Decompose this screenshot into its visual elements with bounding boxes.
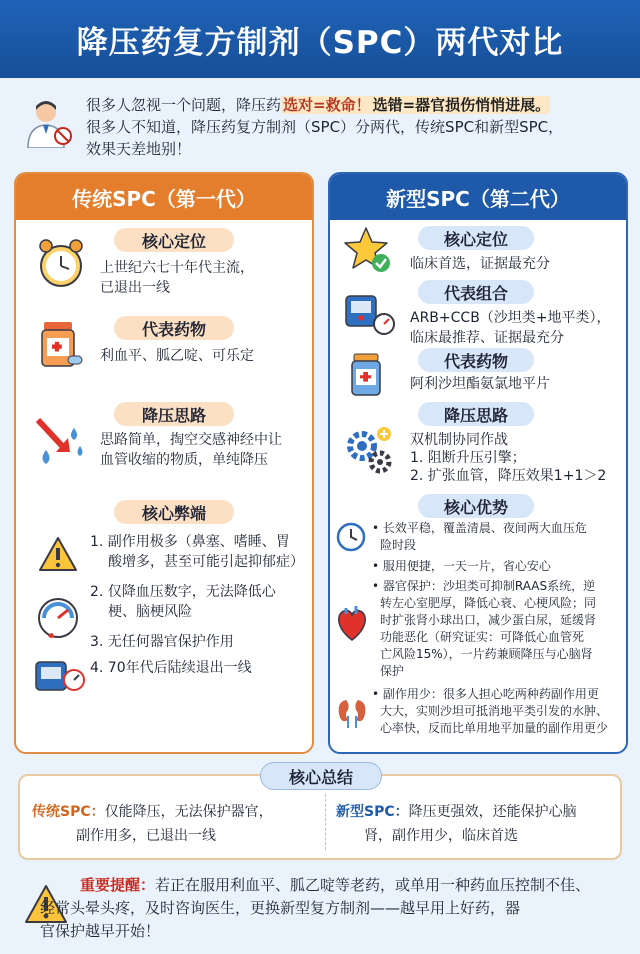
- intro-line-2: 很多人不知道，降压药复方制剂（SPC）分两代，传统SPC和新型SPC，: [86, 118, 564, 136]
- old-flaw-1a: 1. 副作用极多（鼻塞、嗜睡、胃: [90, 534, 290, 550]
- summary-new-label: 新型SPC：: [336, 804, 409, 820]
- reminder-line-3: 官保护越早开始！: [40, 922, 161, 940]
- clock-icon: [336, 522, 366, 552]
- summary-divider: [325, 794, 326, 850]
- old-idea-tag: 降压思路: [114, 402, 234, 426]
- new-combo-line-1: ARB+CCB（沙坦类+地平类），: [410, 310, 611, 326]
- new-adv-3a: • 器官保护：沙坦类可抑制RAAS系统，逆: [372, 579, 596, 593]
- new-adv-3f: 保护: [380, 664, 405, 678]
- new-idea-line-1: 双机制协同作战: [410, 432, 508, 448]
- summary-tag: 核心总结: [260, 762, 382, 790]
- new-adv-3c: 时扩张肾小球出口，减少蛋白尿，延缓肾: [380, 613, 597, 627]
- summary-traditional: 传统SPC：仅能降压，无法保护器官， 副作用多，已退出一线: [32, 804, 273, 844]
- new-spc-panel: [328, 172, 628, 754]
- new-positioning-text: 临床首选，证据最充分: [410, 256, 550, 272]
- old-flaw-3: 3. 无任何器官保护作用: [90, 634, 234, 650]
- intro-highlight-wrong: 选错=器官损伤悄悄进展。: [372, 96, 551, 114]
- old-flaw-2a: 2. 仅降血压数字，无法降低心: [90, 584, 276, 600]
- gears-icon: [342, 424, 396, 476]
- doctor-icon: [26, 98, 72, 148]
- bp-monitor-icon: [34, 658, 86, 694]
- falling-arrow-drops-icon: [34, 414, 90, 468]
- core-summary-box: [18, 767, 622, 860]
- intro-section: [22, 92, 622, 162]
- old-flaw-4: 4. 70年代后陆续退出一线: [90, 660, 252, 676]
- new-idea-line-2: 1. 阻断升压引擎；: [410, 450, 526, 466]
- old-idea-line-2: 血管收缩的物质，单纯降压: [100, 452, 268, 468]
- intro-highlight-right: 选对=救命！: [283, 96, 371, 114]
- new-drugs-tag: 代表药物: [418, 348, 534, 372]
- intro-line-3: 效果天差地别！: [86, 140, 192, 158]
- old-positioning-tag: 核心定位: [114, 228, 234, 252]
- new-adv-3b: 转左心室肥厚，降低心衰、心梗风险；同: [380, 596, 597, 610]
- old-flaws-tag: 核心弊端: [114, 500, 234, 524]
- new-adv-3e: 亡风险15%），一片药兼顾降压与心脑肾: [380, 647, 593, 661]
- new-combo-tag: 代表组合: [418, 280, 534, 304]
- new-adv-4b: 大大，实则沙坦可抵消地平类引发的水肿、: [380, 704, 609, 718]
- old-idea-line-1: 思路简单，掏空交感神经中让: [100, 432, 282, 448]
- new-idea-line-3: 2. 扩张血管，降压效果1+1＞2: [410, 468, 607, 484]
- blood-pressure-combo-icon: [344, 292, 396, 338]
- traditional-spc-panel: [14, 172, 314, 754]
- old-drugs-tag: 代表药物: [114, 316, 234, 340]
- new-adv-tag: 核心优势: [418, 494, 534, 518]
- old-drugs-list: 利血平、胍乙啶、可乐定: [100, 348, 254, 364]
- summary-new: 新型SPC：降压更强效，还能保护心脑 肾，副作用少，临床首选: [336, 804, 577, 844]
- old-flaw-1b: 酸增多，甚至可能引起抑郁症）: [108, 554, 304, 570]
- alarm-clock-icon: [34, 236, 88, 290]
- old-positioning-line-2: 已退出一线: [100, 280, 170, 296]
- title-banner: [0, 0, 640, 78]
- new-combo-line-2: 临床最推荐、证据最充分: [410, 330, 564, 346]
- new-drugs-text: 阿利沙坦酯氨氯地平片: [410, 376, 550, 392]
- reminder-line-2: 经常头晕头疼，及时咨询医生，更换新型复方制剂——越早用上好药，器: [40, 899, 521, 917]
- new-adv-4a: • 副作用少：很多人担心吃两种药副作用更: [372, 687, 599, 701]
- page-title: 降压药复方制剂（SPC）两代对比: [76, 24, 564, 61]
- new-adv-3d: 功能恶化（研究证实：可降低心血管死: [380, 630, 585, 644]
- new-adv-4c: 心率快，反而比单用地平加量的副作用更少: [380, 721, 609, 735]
- heart-icon: [334, 604, 370, 644]
- new-idea-tag: 降压思路: [418, 402, 534, 426]
- important-reminder: [0, 868, 640, 954]
- old-flaw-2b: 梗、脑梗风险: [108, 604, 192, 620]
- traditional-spc-header: 传统SPC（第一代）: [16, 174, 312, 220]
- kidney-icon: [336, 696, 368, 730]
- old-positioning-line-1: 上世纪六七十年代主流，: [100, 260, 254, 276]
- pill-bottle-icon: [348, 352, 388, 398]
- star-check-icon: [344, 226, 392, 274]
- intro-line-1: 很多人忽视一个问题，降压药 选对=救命！ 选错=器官损伤悄悄进展。: [86, 96, 551, 114]
- new-adv-1a: • 长效平稳，覆盖清晨、夜间两大血压危: [372, 521, 587, 535]
- new-adv-2: • 服用便捷，一天一片，省心安心: [372, 559, 551, 573]
- warning-icon: [38, 536, 78, 572]
- medicine-bottle-icon: [38, 320, 84, 370]
- new-adv-1b: 险时段: [380, 538, 417, 552]
- new-spc-header: 新型SPC（第二代）: [330, 174, 626, 220]
- summary-old-label: 传统SPC：: [32, 804, 105, 820]
- new-positioning-tag: 核心定位: [418, 226, 534, 250]
- reminder-line-1: 重要提醒：若正在服用利血平、胍乙啶等老药，或单用一种药血压控制不佳、: [80, 876, 591, 894]
- blood-pressure-gauge-icon: [36, 596, 80, 640]
